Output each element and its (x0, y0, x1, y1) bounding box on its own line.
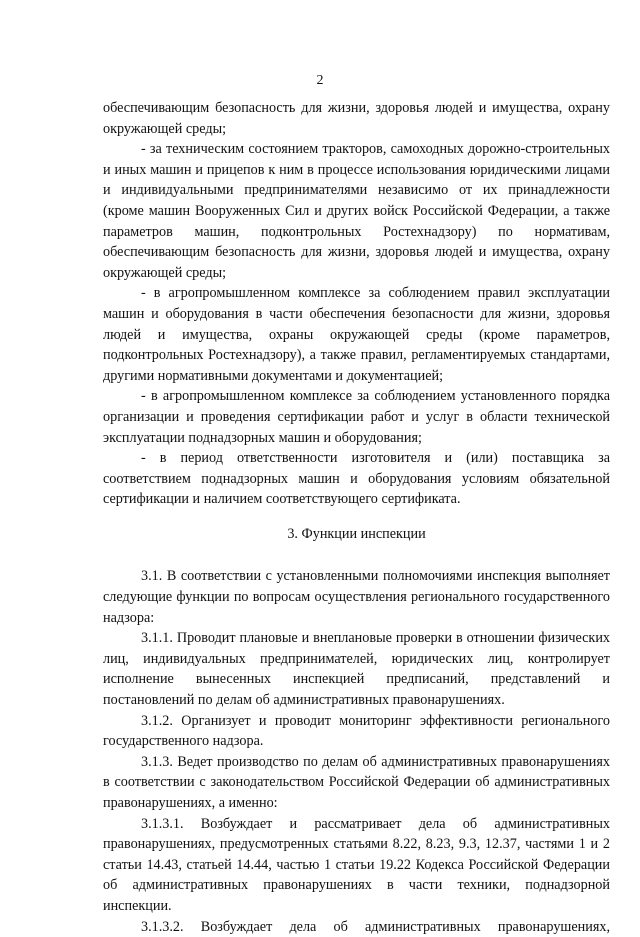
paragraph: - в агропромышленном комплексе за соблюдением правил эксплуатации машин и оборудования в части обеспечения безопасности для жизни, здоровья людей и имущества, охраны окружающей среды (кроме параметров, подконтрольных Ростехнадзору), а также правил, регламентируемых стандартами, другими нормативными документами и документацией; (103, 285, 610, 384)
paragraph: 3.1.3.2. Возбуждает дела об административных правонарушениях, (141, 918, 610, 935)
section-heading: 3. Функции инспекции (287, 525, 426, 542)
paragraph: - за техническим состоянием тракторов, самоходных дорожно-строительных и иных машин и прицепов к ним в процессе использования юридическими лицами и индивидуальными предпринимателями независимо от их принадлежности (кроме машин Вооруженных Сил и других войск Российской Федерации, а также параметров машин, подконтрольных Ростехнадзору) по нормативам, обеспечивающим безопасность для жизни, здоровья людей и имущества, охрану окружающей среды; (103, 141, 610, 281)
paragraph: 3.1.2. Организует и проводит мониторинг эффективности регионального государственного надзора. (103, 712, 610, 750)
paragraph: 3.1.3.1. Возбуждает и рассматривает дела об административных правонарушениях, предусмотренных статьями 8.22, 8.23, 9.3, 12.37, частями 1 и 2 статьи 14.43, статьей 14.44, частью 1 статьи 19.22 Кодекса Российской Федерации об административных правонарушениях в части техники, поднадзорной инспекции. (103, 815, 610, 914)
paragraph: обеспечивающим безопасность для жизни, здоровья людей и имущества, охрану окружающей среды; (103, 100, 610, 137)
paragraph: - в период ответственности изготовителя и (или) поставщика за соответствием поднадзорных машин и оборудования условиям обязательной сертификации и наличием соответствующего сертификата. (103, 450, 610, 508)
paragraph: 3.1. В соответствии с установленными полномочиями инспекция выполняет следующие функции по вопросам осуществления регионального государственного надзора: (103, 568, 610, 626)
paragraph: 3.1.1. Проводит плановые и внеплановые проверки в отношении физических лиц, индивидуальных предпринимателей, юридических лиц, контролирует исполнение вынесенных инспекцией предписаний, представлений и постановлений по делам об административных правонарушениях. (103, 630, 610, 709)
document-body (103, 98, 610, 937)
page-number: 2 (316, 73, 324, 88)
paragraph: 3.1.3. Ведет производство по делам об административных правонарушениях в соответствии с законодательством Российской Федерации об административных правонарушениях, а именно: (103, 753, 610, 811)
paragraph: - в агропромышленном комплексе за соблюдением установленного порядка организации и проведения сертификации работ и услуг в области технической эксплуатации поднадзорных машин и оборудования; (103, 388, 610, 446)
